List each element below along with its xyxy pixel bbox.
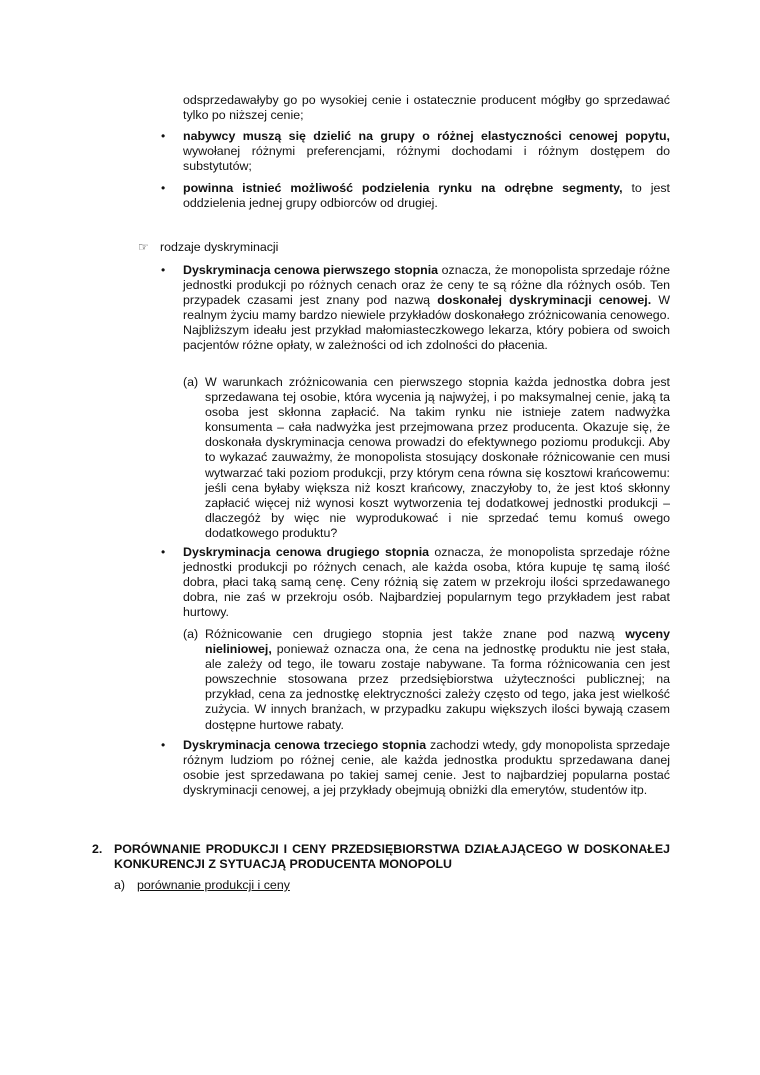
first-degree-note: W warunkach zróżnicowania cen pierwszego stopnia każda jednostka dobra jest sprzedawana tej osobie, która wycenia ją najwyżej, i po maksymalnej cenie, jaką ta osoba jest skłonna zapłacić. Na takim rynku nie istnieje zatem nadwyżka konsumenta – cała nadwyżka jest przejmowana przez producenta. Okazuje się, że doskonała dyskryminacja cenowa prowadzi do efektywnego poziomu produkcji. Aby to wykazać zauważmy, że monopolista stosujący doskonałe różnicowanie cen musi wytwarzać taki poziom produkcji, przy którym cena równa się kosztowi krańcowemu: jeśli cena byłaby większa niż koszt krańcowy, znaczyłoby to, że jest ktoś skłonny zapłacić więcej niż wynosi koszt wytworzenia tej dodatkowej jednostki produkcji – dlaczegóż by więc nie wyprodukować i nie sprzedać temu komuś owego dodatkowego produktu? [205, 375, 670, 540]
pointing-hand-icon: ☞ [138, 240, 149, 254]
third-degree-bold: Dyskryminacja cenowa trzeciego stopnia [183, 738, 427, 752]
subheading-rodzaje: rodzaje dyskryminacji [160, 240, 279, 254]
first-degree-paragraph [183, 263, 670, 354]
continuation-paragraph: odsprzedawałyby go po wysokiej cenie i ostatecznie producent mógłby go sprzedawać tylko po niższej cenie; [183, 93, 670, 123]
item-label-a: (a) [183, 375, 199, 389]
condition-segments-bold: powinna istnieć możliwość podzielenia rynku na odrębne segmenty, [183, 181, 623, 195]
second-degree-note-text: Różnicowanie cen drugiego stopnia jest także znane pod nazwą [205, 627, 626, 641]
bullet-icon: • [161, 263, 166, 277]
bullet-icon: • [161, 738, 166, 752]
bullet-icon: • [161, 129, 166, 143]
section-heading: PORÓWNANIE PRODUKCJI I CENY PRZEDSIĘBIORSTWA DZIAŁAJĄCEGO W DOSKONAŁEJ KONKURENCJI Z SYTUACJĄ PRODUCENTA MONOPOLU [114, 842, 670, 872]
second-degree-note-text-2: ponieważ oznacza ona, że cena na jednostkę produktu nie jest stała, ale zależy od tego, ile towaru zostaje nabywane. Ta forma różnicowania cen jest powszechnie stosowana przez przedsiębiorstwa użyteczności publicznej; na przykład, cena za jednostkę elektryczności zależy często od tego, jaka jest wielkość zużycia. W innych branżach, w przypadku zakupu większych ilości bywają czasem dostępne hurtowe rabaty. [205, 642, 670, 732]
condition-segments [183, 181, 670, 211]
condition-groups [183, 129, 670, 174]
first-degree-text: oznacza, że monopolista sprzedaje różne jednostki produkcji po różnych cenach oraz że ceny te są różne dla różnych osób. Ten przypadek czasami jest znany pod nazwą [183, 263, 670, 308]
sub-heading-comparison: porównanie produkcji i ceny [137, 878, 290, 892]
first-degree-text-2: W realnym życiu mamy bardzo niewiele przykładów doskonałego zróżnicowania cenowego. Najbliższym ideału jest przykład małomiasteczkowego lekarza, który pobiera od swoich pacjentów różne opłaty, w zależności od ich zdolności do płacenia. [183, 293, 671, 353]
condition-groups-text: wywołanej różnymi preferencjami, różnymi dochodami i różnym dostępem do substytutów; [183, 144, 670, 174]
condition-segments-text: to jest oddzielenia jednej grupy odbiorców od drugiej. [183, 181, 670, 211]
bullet-icon: • [161, 181, 166, 195]
nonlinear-pricing-bold: wyceny nieliniowej, [205, 627, 670, 657]
bullet-icon: • [161, 545, 166, 559]
section-number: 2. [92, 842, 103, 856]
first-degree-bold: Dyskryminacja cenowa pierwszego stopnia [183, 263, 439, 277]
item-label-a: (a) [183, 627, 199, 641]
second-degree-note [205, 627, 670, 733]
second-degree-bold: Dyskryminacja cenowa drugiego stopnia [183, 545, 430, 559]
sub-label-a: a) [114, 878, 126, 892]
condition-groups-bold: nabywcy muszą się dzielić na grupy o różnej elastyczności cenowej popytu, [183, 129, 670, 143]
second-degree-paragraph [183, 545, 670, 620]
perfect-discrimination-bold: doskonałej dyskryminacji cenowej. [437, 293, 652, 308]
third-degree-text: zachodzi wtedy, gdy monopolista sprzedaje różnym ludziom po różnej cenie, ale każda jednostka produktu sprzedawana danej osobie jest sprzedawana po takiej samej cenie. Jest to najbardziej popularna postać dyskryminacji cenowej, a jej przykłady obejmują obniżki dla emerytów, studentów itp. [183, 738, 670, 798]
third-degree-paragraph [183, 738, 670, 798]
second-degree-text: oznacza, że monopolista sprzedaje różne jednostki produkcji po różnych cenach, ale każda osoba, która kupuje tę samą ilość dobra, płaci taką samą cenę. Ceny różnią się zatem w przekroju ilości sprzedawanego dobra, nie zaś w przekroju osób. Najbardziej popularnym tego przykładem jest rabat hurtowy. [183, 545, 670, 620]
